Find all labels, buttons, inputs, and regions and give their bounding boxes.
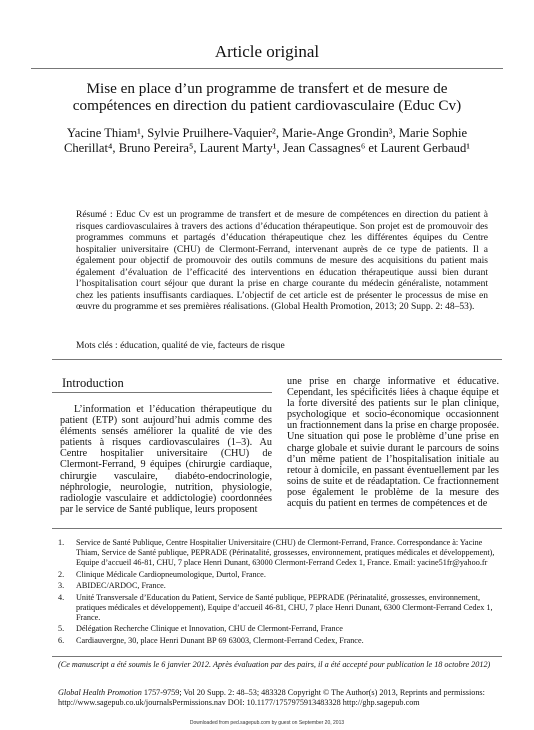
intro-column-right: une prise en charge informative et éducative. Cependant, les spécificités liées à chaque équipe et la forte diversité des patients sur le plan clinique, psychologique et socio-économique occasionnent un fractionnement dans la prise en charge proposée. Une situation qui pose le problème d’une prise en charge globale et suivie durant le parcours de soins d’un même patient de l’hospitalisation initiale au retour à domicile, en passant éventuellement par les soins de suite et de réadaptation. Ce fractionnement pose également le problème de la mesure des acquis du patient en termes de compétences et de <box>287 376 499 510</box>
footnote-item <box>58 624 506 634</box>
received-rule <box>52 656 502 657</box>
footnote-text: Cardiauvergne, 30, place Henri Dunant BP 69 63003, Clermont-Ferrand Cedex, France. <box>76 635 364 645</box>
footnote-item <box>58 570 506 580</box>
intro-column-left: L’information et l’éducation thérapeutique du patient (ETP) sont aujourd’hui admis comme des éléments sensés améliorer la qualité de vie des patients à risques cardiovasculaires (1–3). Au Centre hospitalier universitaire (CHU) de Clermont-Ferrand, 9 équipes (chirurgie cardiaque, chirurgie vasculaire, diabéto-endocrinologie, néphrologie, neurologie, nutrition, physiologie, radiologie vasculaire et addictologie) coordonnées par le service de Santé publique, leurs proposent <box>60 404 272 515</box>
footnote-list <box>58 538 506 647</box>
abstract <box>76 210 488 314</box>
submission-note: (Ce manuscript a été soumis le 6 janvier 2012. Après évaluation par des pairs, il a été accepté pour publication le 18 octobre 2012) <box>58 660 491 669</box>
footnote-number: 1. <box>58 538 65 547</box>
article-title: Mise en place d’un programme de transfert et de mesure de compétences en direction du patient cardiovasculaire (Educ Cv) <box>72 80 462 114</box>
journal-citation <box>58 688 510 708</box>
footnote-text: Unité Transversale d’Education du Patient, Service de Santé publique, PEPRADE (Périnatalité, grossesses, environnement, pratiques médicales et développement), Equipe d’accueil 46-81, CHU, 7 place Henri Dunant, 6300 Clermont-Ferrand Cedex 1, France. <box>76 592 493 622</box>
journal-details: 1757-9759; Vol 20 Supp. 2: 48–53; 483328 Copyright © The Author(s) 2013, Reprints and permissions: http://www.sagepub.co.uk/journalsPermissions.nav DOI: 10.1177/1757975913483328 http://ghp.sagepub.com <box>58 688 485 707</box>
footnote-item <box>58 636 506 646</box>
abstract-label: Résumé : <box>76 210 113 220</box>
footnote-text: Délégation Recherche Clinique et Innovation, CHU de Clermont-Ferrand, France <box>76 624 343 633</box>
article-type-header: Article original <box>214 42 320 61</box>
section-rule <box>52 359 502 360</box>
abstract-text: Educ Cv est un programme de transfert et de mesure de compétences en direction du patient à risques cardiovasculaires à travers des actions d’éducation thérapeutique. Son projet est de promouvoir des programmes communs et partagés d’éducation thérapeutique chez les différentes équipes du Centre hospitalier universitaire (CHU) de Clermont-Ferrand, intervenant auprès de ce type de patients. Il a également pour objectif de promouvoir des outils communs de mesure des acquisitions du patient mais également d’évaluation de l’efficacité des interventions en éducation thérapeutique aussi bien durant l’hospitalisation court séjour que durant la prise en charge courante du médecin généraliste, notamment chez les patients insuffisants cardiaques. L’objectif de cet article est de présenter le processus de mise en œuvre du programme et ses premières réalisations. (Global Health Promotion, 2013; 20 Supp. 2: 48–53). <box>76 210 488 312</box>
footnote-item <box>58 593 506 623</box>
intro-heading-rule <box>52 392 272 393</box>
footnote-number: 2. <box>58 569 65 579</box>
footnote-number: 6. <box>58 635 65 645</box>
section-heading-introduction: Introduction <box>62 376 124 390</box>
download-notice: Downloaded from ped.sagepub.com by guest on September 20, 2013 <box>189 720 345 726</box>
footnote-text: Service de Santé Publique, Centre Hospitalier Universitaire (CHU) de Clermont-Ferrand, France. Correspondance à: Yacine Thiam, Service de Santé publique, PEPRADE (Périnatalité, grossesses, environnement, pratiques médicales et développement), Equipe d’accueil 46-81, CHU, 7 place Henri Dunant, 63000 Clermont-Ferrand Cedex 1, France. Email: yacine51fr@yahoo.fr <box>76 538 495 567</box>
journal-name: Global Health Promotion <box>58 688 142 697</box>
keywords-label: Mots clés : <box>76 341 118 351</box>
footnote-number: 3. <box>58 581 65 590</box>
header-rule <box>31 68 503 69</box>
footnote-text: Clinique Médicale Cardiopneumologique, Durtol, France. <box>76 569 266 579</box>
author-list: Yacine Thiam¹, Sylvie Pruilhere-Vaquier², Marie-Ange Grondin³, Marie Sophie Cherillat⁴, Bruno Pereira⁵, Laurent Marty¹, Jean Cassagnes⁶ et Laurent Gerbaud¹ <box>63 126 471 155</box>
footnote-rule <box>52 528 502 529</box>
footnote-text: ABIDEC/ARDOC, France. <box>76 581 166 590</box>
footnote-item <box>58 538 506 568</box>
keywords-text: éducation, qualité de vie, facteurs de risque <box>120 341 285 351</box>
keywords <box>76 341 488 353</box>
footnote-number: 5. <box>58 624 65 633</box>
footnote-item <box>58 581 506 591</box>
footnote-number: 4. <box>58 592 65 602</box>
